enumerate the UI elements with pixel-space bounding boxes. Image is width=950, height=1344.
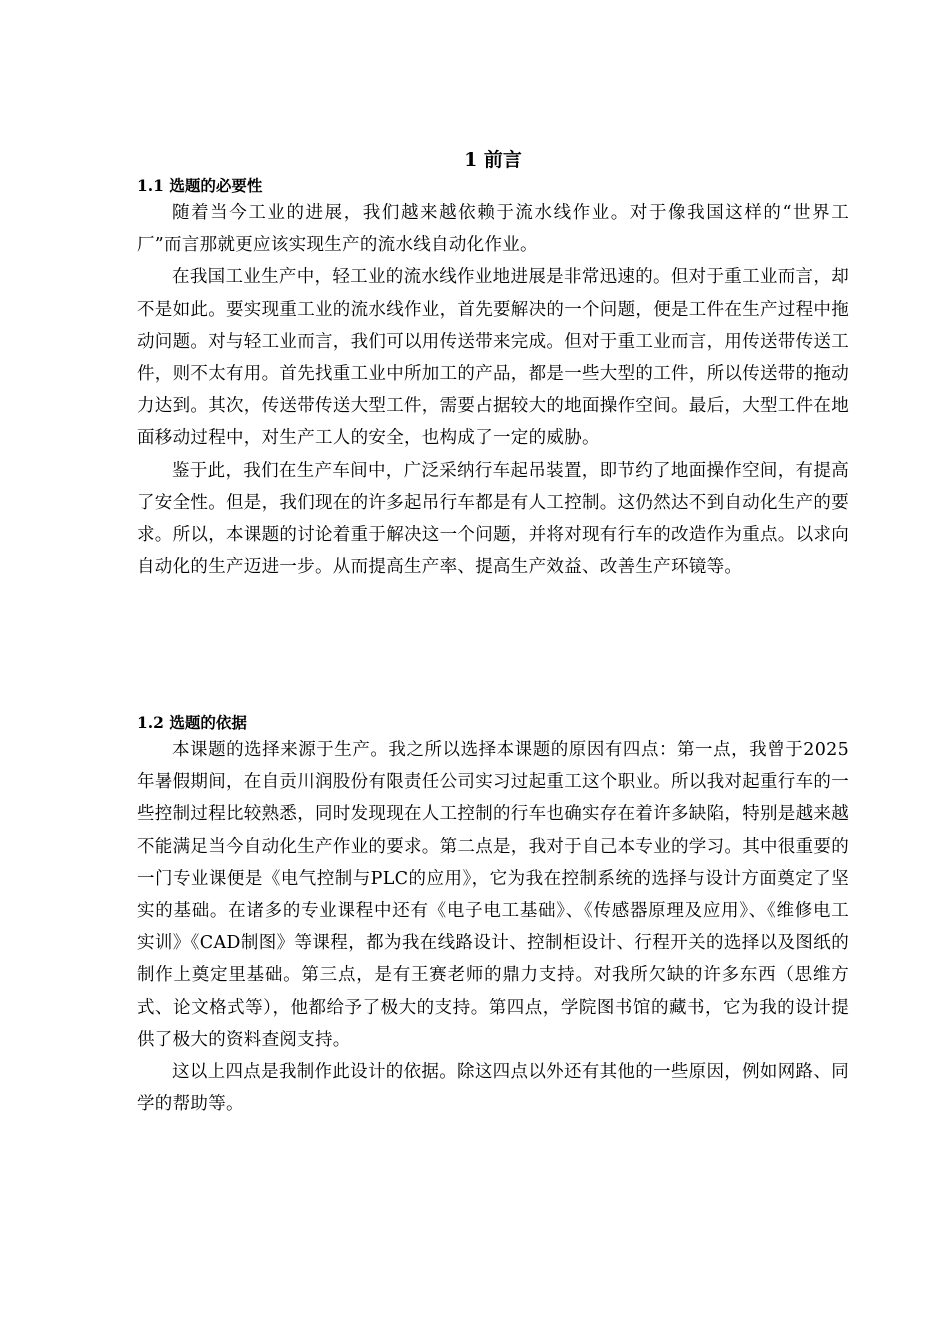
paragraph: 在我国工业生产中，轻工业的流水线作业地进展是非常迅速的。但对于重工业而言，却不是如此。要实现重工业的流水线作业，首先要解决的一个问题，便是工件在生产过程中拖动问题。对与轻工业而言，我们可以用传送带来完成。但对于重工业而言，用传送带传送工件，则不太有用。首先找重工业中所加工的产品，都是一些大型的工件，所以传送带的拖动力达到。其次，传送带传送大型工件，需要占据较大的地面操作空间。最后，大型工件在地面移动过程中，对生产工人的安全，也构成了一定的威胁。 xyxy=(137,267,849,449)
section-necessity xyxy=(137,175,849,583)
section-basis xyxy=(137,712,849,1120)
chapter-title: 1 前言 xyxy=(464,149,522,171)
section-heading: 1.2 选题的依据 xyxy=(137,713,247,732)
paragraph: 随着当今工业的进展，我们越来越依赖于流水线作业。对于像我国这样的“世界工厂”而言那就更应该实现生产的流水线自动化作业。 xyxy=(137,203,849,256)
paragraph: 鉴于此，我们在生产车间中，广泛采纳行车起吊装置，即节约了地面操作空间，有提高了安全性。但是，我们现在的许多起吊行车都是有人工控制。这仍然达不到自动化生产的要求。所以，本课题的讨论着重于解决这一个问题，并将对现有行车的改造作为重点。以求向自动化的生产迈进一步。从而提高生产率、提高生产效益、改善生产环镜等。 xyxy=(137,460,849,578)
paragraph: 这以上四点是我制作此设计的依据。除这四点以外还有其他的一些原因，例如网路、同学的帮助等。 xyxy=(137,1062,849,1115)
paragraph: 本课题的选择来源于生产。我之所以选择本课题的原因有四点：第一点，我曾于2025年暑假期间，在自贡川润股份有限责任公司实习过起重工这个职业。所以我对起重行车的一些控制过程比较熟悉，同时发现现在人工控制的行车也确实存在着许多缺陷，特别是越来越不能满足当今自动化生产作业的要求。第二点是，我对于自己本专业的学习。其中很重要的一门专业课便是《电气控制与PLC的应用》，它为我在控制系统的选择与设计方面奠定了坚实的基础。在诸多的专业课程中还有《电子电工基础》、《传感器原理及应用》、《维修电工实训》《CAD制图》等课程，都为我在线路设计、控制柜设计、行程开关的选择以及图纸的制作上奠定里基础。第三点，是有王赛老师的鼎力支持。对我所欠缺的许多东西（思维方式、论文格式等），他都给予了极大的支持。第四点，学院图书馆的藏书，它为我的设计提供了极大的资料查阅支持。 xyxy=(137,740,849,1050)
section-heading: 1.1 选题的必要性 xyxy=(137,176,263,195)
